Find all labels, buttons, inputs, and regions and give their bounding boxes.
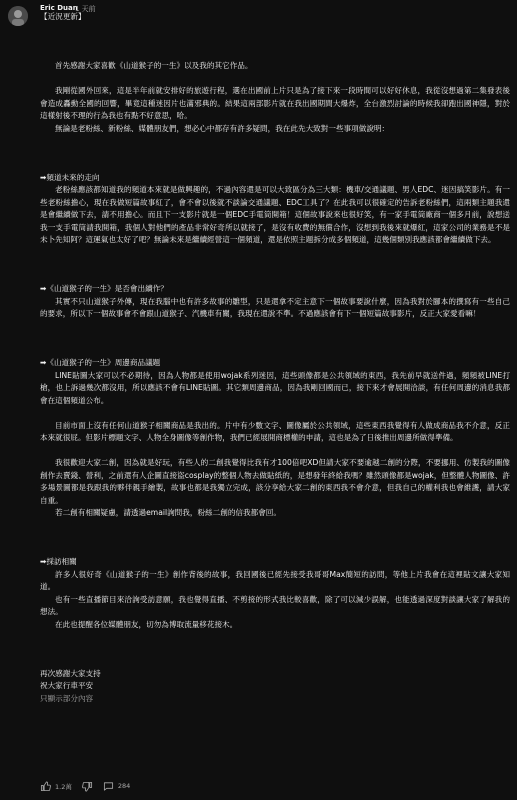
- like-button[interactable]: [40, 781, 82, 792]
- section-title: ➡頻道未來的走向: [40, 172, 100, 182]
- section-title: ➡採訪相關: [40, 557, 77, 566]
- section-title: ➡《山道猴子的一生》是否會出續作？: [40, 284, 168, 293]
- author-name[interactable]: Eric Duan: [40, 4, 78, 12]
- reply-button[interactable]: [103, 781, 130, 792]
- avatar[interactable]: [8, 6, 28, 26]
- intro-paragraph: 我剛從國外回來，這是半年前就安排好的旅遊行程，選在出國前上片只是為了接下來一段時間可以好好休息，我從沒想過第二集發表後會造成轟動全國的回響，畢竟這種迷因片也滿邪典的。結果這兩部影片就在我出國期間大爆炸，全台激烈討論的時候我卻跑出國神隱，對於這樣射後不理的行為我也有點不好意思，哈。: [40, 86, 510, 120]
- section-paragraph: 若二創有相關疑慮，請透過email詢問我，粉絲二創的信我都會回。: [55, 508, 281, 517]
- show-less-link[interactable]: 只顯示部分內容: [40, 693, 94, 703]
- section-paragraph: 其實不只山道猴子外傳，現在我腦中也有許多故事的雛型，只是還拿不定主意下一個故事要說什麼，因為我對於腳本的撰寫有一些自己的要求，所以下一個故事會不會跟山道猴子、汽機車有關，我現在還說不準。不過應該會有下一個短篇故事影片，反正大家愛看嘛！: [40, 296, 510, 318]
- comment-actions: [40, 778, 240, 794]
- post-time[interactable]: 1 天前: [75, 5, 96, 13]
- closing-line: 再次感謝大家支持: [40, 668, 101, 678]
- section-paragraph: 我很歡迎大家二創，因為就是好玩，有些人的二創我覺得比我有才100倍吧XD但請大家不要逾越二創的分際，不要挪用、仿製我的圖像創作去賣錢、營利，之前還有人企圖直接盜cosplay的整個人物去做貼紙的，是想發年終給我嗎？雖然頭像都是wojak，但整體人物圖像、許多場景圖都是我跟我的夥伴親手繪製，故事也都是我獨立完成，該分享給大家二創的東西我不會介意，但我自己的權利我也會維護，請大家自重。: [40, 458, 510, 505]
- post-heading: 【近況更新】: [40, 12, 86, 21]
- reply-count: 284: [117, 782, 131, 790]
- thumbs-up-icon: [40, 781, 51, 792]
- section-paragraph: 目前市面上沒有任何山道猴子相關商品是我出的。片中有少數文字、圖像屬於公共領域，這些東西我覺得有人做成商品我不介意，反正本來就很屁。但影片標題文字、人物全身圖像等創作物，我們已經展開商標權的申請，這也是為了日後推出周邊所做得準備。: [40, 420, 510, 442]
- avatar-image: [8, 6, 28, 26]
- section-paragraph: LINE貼圖大家可以不必期待，因為人物都是使用wojak系列迷因，這些頭像都是公共領域的東西，我先前早就送件過，頻頻被LINE打槍，也上訴過幾次都沒用，所以應該不會有LINE貼圖。其它類周邊商品，因為我剛回國而已，接下來才會展開洽談，有任何周邊的消息我都會在這個頻道公布。: [40, 370, 510, 405]
- section-paragraph: 許多人很好奇《山道猴子的一生》創作背後的故事，我回國後已經先接受我哥哥Max簡短的訪問，等他上片我會在這裡貼文讓大家知道。: [40, 569, 510, 591]
- closing-line: 祝大家行車平安: [40, 681, 94, 690]
- section-paragraph: 也有一些直播節目來洽詢受訪意願，我也覺得直播、不剪接的形式我比較喜歡，除了可以減少誤解，也能透過深度對談讓大家了解我的想法。: [40, 594, 510, 616]
- post-body: [40, 11, 510, 705]
- like-count: 1.2萬: [55, 782, 72, 791]
- thumbs-down-icon: [82, 781, 93, 792]
- comment-icon: [103, 781, 114, 792]
- section-paragraph: 在此也提醒各位媒體朋友，切勿為博取流量移花接木。: [55, 619, 238, 629]
- intro-paragraph: 無論是老粉絲、新粉絲、媒體朋友們，想必心中都存有許多疑問，我在此先大致對一些事項做說明：: [55, 123, 390, 133]
- intro-paragraph: 首先感謝大家喜歡《山道猴子的一生》以及我的其它作品。: [55, 61, 253, 70]
- section-paragraph: 老粉絲應該都知道我的頻道本來就是做興趣的，不過內容還是可以大致區分為三大類：機車/交通議題、男人EDC、迷因搞笑影片。有一些老粉絲擔心，現在我做短篇故事紅了，會不會以後就不談論交通議題、EDC工具了？在此我可以很確定的告訴老粉絲們，這兩類主題我還是會繼續做下去，請不用擔心。而且下一支影片就是一個EDC手電筒開箱！這個故事說來也很好笑，有一家手電筒廠商一個多月前，說想送我一支手電筒請我開箱，我個人對他們的產品非常好奇所以就接了，是沒有收費的無償合作，沒想到我後來就爆紅，這家公司的業務是不是未卜先知阿？這運氣也太好了吧？無論未來是繼續經營這一個頻道，還是依照主題拆分成多個頻道，這幾個類別我應該都會繼續做下去。: [40, 185, 510, 244]
- section-title: ➡《山道猴子的一生》周邊商品議題: [40, 358, 161, 367]
- dislike-button[interactable]: [82, 781, 93, 792]
